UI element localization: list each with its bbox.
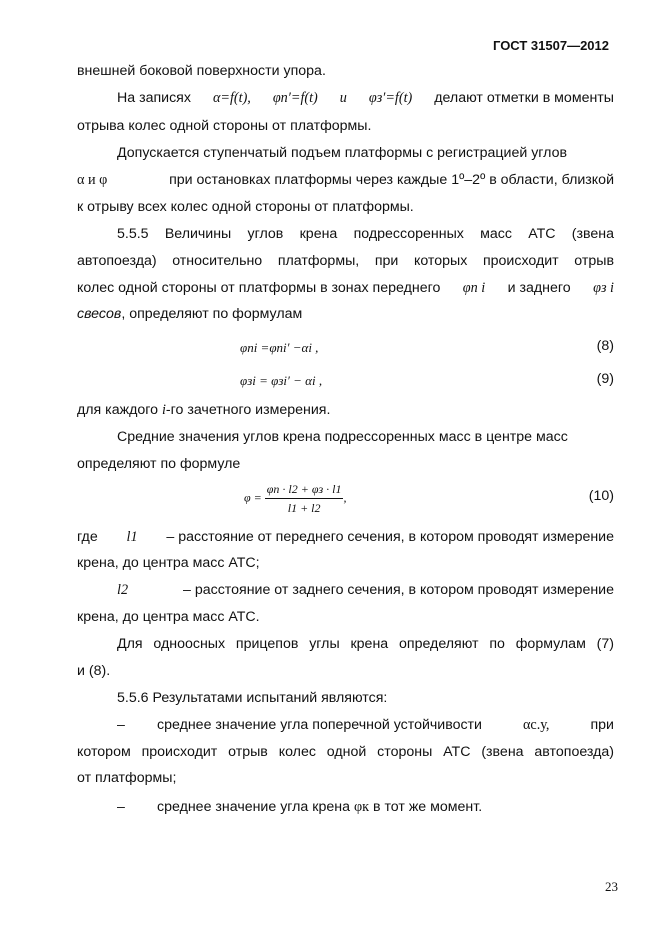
text-line-4: Допускается ступенчатый подъем платформы с регистрацией углов [117, 145, 568, 161]
formula-10-fraction [265, 481, 347, 516]
symbol-l1: l1 [126, 529, 138, 545]
list-dash: – [117, 799, 125, 815]
italic-word: свесов [77, 306, 122, 322]
symbol-phi-front-i: φп i [462, 280, 486, 296]
symbol-phi-rear-i: φз i [593, 280, 614, 296]
text-line-14 [77, 528, 614, 546]
symbol-alpha-phi: α и φ [77, 172, 108, 188]
text-fragment: делают отметки в моменты [434, 90, 614, 106]
text-line-6: к отрыву всех колес одной стороны от платформы. [77, 199, 414, 215]
text-fragment: колес одной стороны от платформы в зонах переднего [77, 280, 441, 296]
standard-header: ГОСТ 31507—2012 [493, 38, 609, 53]
text-line-3: отрыва колес одной стороны от платформы. [77, 118, 372, 134]
text-fragment: и [339, 90, 347, 106]
formula-10-denominator: l1 + l2 [287, 501, 321, 515]
text-fragment: где [77, 529, 98, 545]
equation-number-8: (8) [596, 338, 614, 354]
text-fragment: в тот же момент. [372, 799, 483, 815]
text-line-12: Средние значения углов крена подрессоренных масс в центре масс [117, 429, 568, 445]
text-line-19: и (8). [77, 663, 111, 679]
text-line-15: крена, до центра масс АТС; [77, 555, 260, 571]
text-fragment: при остановках платформы через каждые 1º–2º в области, близкой [169, 172, 614, 188]
text-line-21 [157, 716, 614, 734]
text-fragment: для каждого [77, 402, 159, 418]
formula-alpha: α=f(t), [212, 90, 251, 106]
text-fragment: и заднего [507, 280, 571, 296]
formula-10-tail: , [343, 490, 347, 505]
formula-phi-front: φп′=f(t) [272, 90, 318, 106]
text-fragment: На записях [117, 90, 191, 106]
symbol-l2: l2 [117, 582, 129, 598]
text-line-16 [117, 581, 614, 599]
text-fragment: среднее значение угла поперечной устойчивости [157, 717, 482, 733]
formula-8: φпi =φпi′ −αi , [240, 340, 319, 355]
text-fragment: – расстояние от заднего сечения, в котором проводят измерение [183, 582, 614, 598]
symbol-alpha-su: αс.у, [522, 717, 550, 733]
equation-number-10: (10) [588, 488, 614, 504]
text-line-1: внешней боковой поверхности упора. [77, 63, 326, 79]
text-fragment: -го зачетного измерения. [165, 402, 331, 418]
text-fragment: , определяют по формулам [121, 306, 303, 322]
text-line-9 [77, 279, 614, 297]
text-line-23: от платформы; [77, 770, 177, 786]
text-line-24 [157, 798, 482, 816]
text-line-13: определяют по формуле [77, 456, 241, 472]
text-line-17: крена, до центра масс АТС. [77, 609, 260, 625]
text-line-20: 5.5.6 Результатами испытаний являются: [117, 690, 388, 706]
formula-9: φзi = φзi′ − αi , [240, 373, 323, 388]
text-line-5 [77, 171, 614, 189]
text-fragment: – расстояние от переднего сечения, в котором проводят измерение [166, 529, 614, 545]
text-line-11 [77, 401, 330, 419]
symbol-phi-k: φк [353, 799, 370, 815]
equation-number-9: (9) [596, 371, 614, 387]
text-line-10 [77, 305, 302, 323]
text-line-7: 5.5.5 Величины углов крена подрессоренных масс АТС (звена [117, 226, 614, 242]
text-line-8: автопоезда) относительно платформы, при которых происходит отрыв [77, 253, 614, 269]
text-fragment: среднее значение угла крена [157, 799, 350, 815]
text-line-2 [117, 89, 614, 107]
symbol-i: i [161, 402, 166, 418]
formula-10 [244, 481, 346, 516]
text-line-18: Для одноосных прицепов углы крена определяют по формулам (7) [117, 636, 614, 652]
formula-10-lhs: φ = [244, 490, 262, 505]
formula-phi-rear: φз′=f(t) [368, 90, 413, 106]
text-fragment: при [590, 717, 614, 733]
formula-10-numerator: φп · l2 + φз · l1 [265, 481, 344, 499]
list-dash: – [117, 717, 125, 733]
text-line-22: котором происходит отрыв колес одной стороны АТС (звена автопоезда) [77, 744, 614, 760]
page-number: 23 [605, 879, 618, 894]
